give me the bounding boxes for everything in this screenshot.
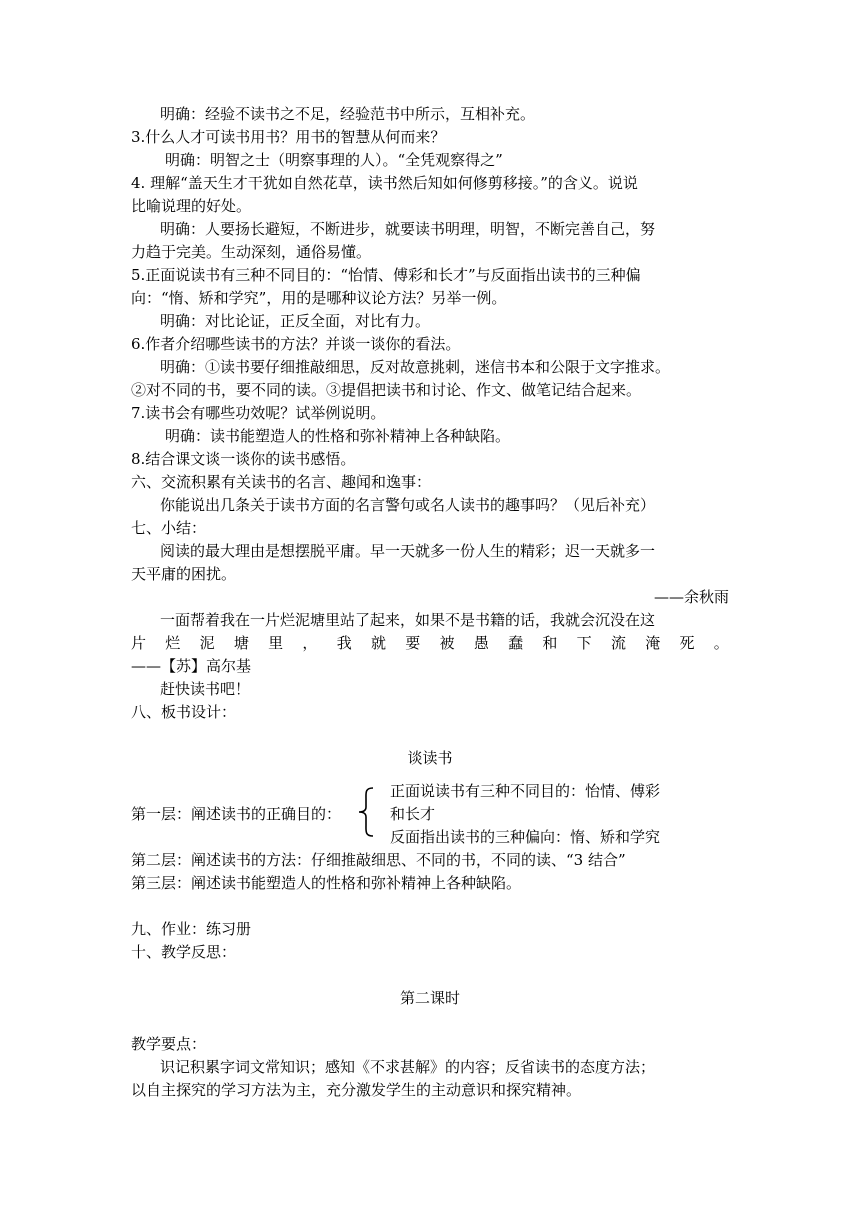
answer-line: 明确：对比论证，正反全面，对比有力。	[160, 312, 431, 330]
answer-line: 明确：经验不读书之不足，经验范书中所示，互相补充。	[160, 105, 536, 123]
lesson-2-title: 第二课时	[399, 989, 460, 1007]
board-branch-positive-cont: 和长才	[390, 805, 436, 823]
quote-1: 阅读的最大理由是想摆脱平庸。早一天就多一份人生的精彩；迟一天就多一	[160, 542, 656, 560]
curly-brace-icon	[357, 787, 375, 837]
section-6-heading: 六、交流积累有关读书的名言、趣闻和逸事：	[131, 473, 432, 491]
quote-1-cont: 天平庸的困扰。	[131, 565, 237, 583]
question-3: 3.什么人才可读书用书？用书的智慧从何而来？	[131, 128, 446, 146]
key-points-body-cont: 以自主探究的学习方法为主，充分激发学生的主动意识和探究精神。	[131, 1081, 582, 1099]
char: 被	[439, 634, 455, 652]
section-10-reflection: 十、教学反思：	[131, 943, 237, 961]
board-layer-2: 第二层：阐述读书的方法：仔细推敲细思、不同的书，不同的读、“3 结合”	[131, 851, 626, 869]
char: 泥	[199, 634, 215, 652]
question-5-cont: 向：“惰、矫和学究”，用的是哪种议论方法？另举一例。	[131, 289, 507, 307]
char: 死	[679, 634, 695, 652]
key-points-body: 识记积累字词文常知识；感知《不求甚解》的内容；反省读书的态度方法；	[160, 1058, 656, 1076]
answer-line-cont: ②对不同的书，要不同的读。③提倡把读书和讨论、作文、做笔记结合起来。	[131, 381, 642, 399]
quote-2: 一面帮着我在一片烂泥塘里站了起来，如果不是书籍的话，我就会沉没在这	[160, 611, 656, 629]
section-8-heading: 八、板书设计：	[131, 703, 237, 721]
board-title: 谈读书	[407, 749, 453, 767]
answer-line: 明确：读书能塑造人的性格和弥补精神上各种缺陷。	[165, 427, 511, 445]
char: 就	[370, 634, 386, 652]
exhortation: 赶快读书吧！	[160, 680, 251, 698]
char: ，	[302, 634, 318, 652]
quote-2-cont	[131, 632, 729, 654]
board-branch-negative: 反面指出读书的三种偏向：惰、矫和学究	[390, 828, 661, 846]
char: 我	[336, 634, 352, 652]
char: 。	[713, 634, 729, 652]
question-7: 7.读书会有哪些功效呢？试举例说明。	[131, 404, 386, 422]
key-points-heading: 教学要点：	[131, 1035, 207, 1053]
answer-line: 明确：①读书要仔细推敲细思，反对故意挑刺，迷信书本和公限于文字推求。	[160, 358, 671, 376]
answer-line: 明确：人要扬长避短，不断进步，就要读书明理，明智，不断完善自己，努	[160, 220, 656, 238]
answer-line: 明确：明智之士（明察事理的人）。“全凭观察得之”	[165, 151, 503, 169]
question-4: 4. 理解“盖天生才干犹如自然花草，读书然后知如何修剪移接。”的含义。说说	[131, 174, 638, 192]
char: 和	[542, 634, 558, 652]
char: 塘	[233, 634, 249, 652]
char: 愚	[473, 634, 489, 652]
question-6: 6.作者介绍哪些读书的方法？并谈一谈你的看法。	[131, 335, 461, 353]
char: 里	[268, 634, 284, 652]
char: 片	[131, 634, 147, 652]
section-9-homework: 九、作业：练习册	[131, 920, 252, 938]
char: 烂	[165, 634, 181, 652]
board-layer-3: 第三层：阐述读书能塑造人的性格和弥补精神上各种缺陷。	[131, 874, 522, 892]
question-4-cont: 比喻说理的好处。	[131, 197, 252, 215]
board-branch-positive: 正面说读书有三种不同目的：怡情、傅彩	[390, 782, 661, 800]
quote-2-author: ——【苏】高尔基	[131, 657, 252, 675]
question-5: 5.正面说读书有三种不同目的：“怡情、傅彩和长才”与反面指出读书的三种偏	[131, 266, 641, 284]
section-6-body: 你能说出几条关于读书方面的名言警句或名人读书的趣事吗？（见后补充）	[160, 496, 656, 514]
char: 蠢	[508, 634, 524, 652]
char: 下	[576, 634, 592, 652]
quote-1-author: ——余秋雨	[653, 588, 729, 606]
section-7-heading: 七、小结：	[131, 519, 207, 537]
char: 淹	[645, 634, 661, 652]
char: 要	[405, 634, 421, 652]
answer-line-cont: 力趋于完美。生动深刻，通俗易懂。	[131, 243, 372, 261]
char: 流	[610, 634, 626, 652]
board-layer-1-label: 第一层：阐述读书的正确目的：	[131, 805, 342, 823]
question-8: 8.结合课文谈一谈你的读书感悟。	[131, 450, 356, 468]
